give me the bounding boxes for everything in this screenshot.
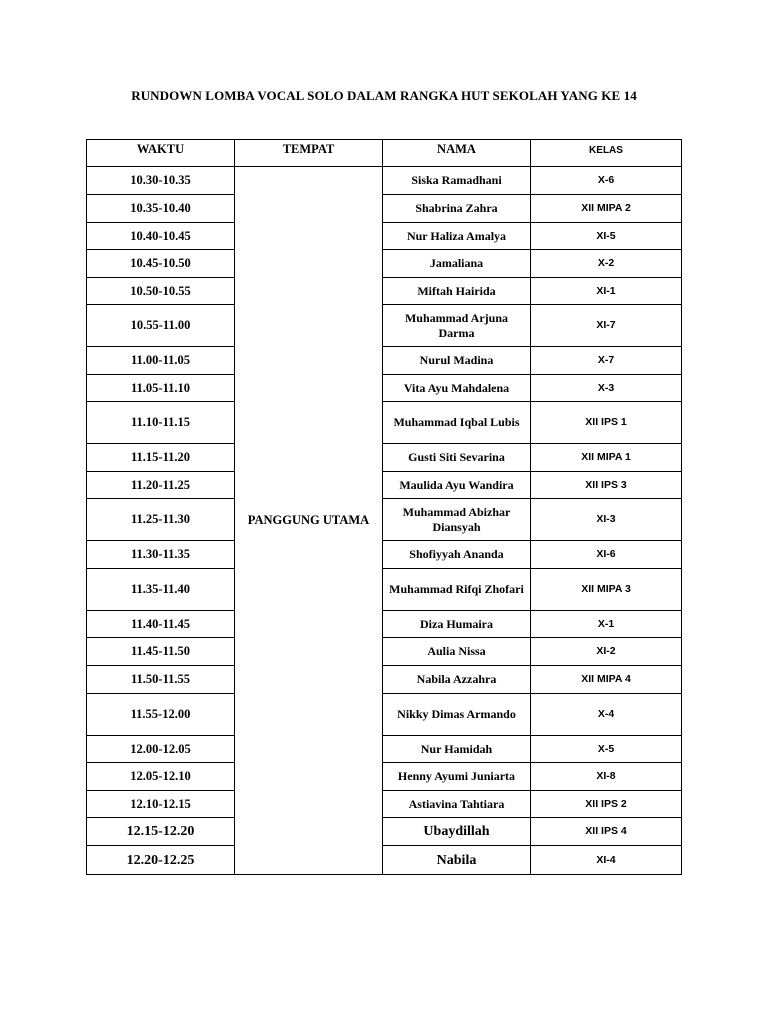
cell-nama: Muhammad Iqbal Lubis — [383, 402, 531, 444]
cell-nama: Nikky Dimas Armando — [383, 694, 531, 736]
cell-waktu: 10.55-11.00 — [87, 305, 235, 347]
cell-kelas: XI-5 — [531, 223, 682, 250]
table-row — [87, 278, 682, 305]
cell-kelas: X-1 — [531, 611, 682, 638]
cell-kelas: XII MIPA 3 — [531, 569, 682, 611]
cell-tempat: PANGGUNG UTAMA — [235, 167, 383, 875]
cell-waktu: 11.20-11.25 — [87, 472, 235, 499]
table-body — [87, 167, 682, 875]
cell-waktu: 10.35-10.40 — [87, 195, 235, 223]
cell-nama: Gusti Siti Sevarina — [383, 444, 531, 472]
cell-nama: Nabila — [383, 846, 531, 875]
cell-nama: Maulida Ayu Wandira — [383, 472, 531, 499]
cell-nama: Nabila Azzahra — [383, 666, 531, 694]
cell-kelas: XI-8 — [531, 763, 682, 791]
header-tempat: TEMPAT — [235, 140, 383, 167]
cell-nama: Vita Ayu Mahdalena — [383, 375, 531, 402]
table-row — [87, 763, 682, 791]
cell-kelas: XII IPS 1 — [531, 402, 682, 444]
cell-nama: Astiavina Tahtiara — [383, 791, 531, 818]
cell-kelas: XI-2 — [531, 638, 682, 666]
table-header-row — [87, 140, 682, 167]
table-row — [87, 250, 682, 278]
cell-waktu: 11.10-11.15 — [87, 402, 235, 444]
cell-waktu: 11.05-11.10 — [87, 375, 235, 402]
cell-kelas: X-4 — [531, 694, 682, 736]
cell-kelas: XII IPS 2 — [531, 791, 682, 818]
table-row — [87, 499, 682, 541]
cell-kelas: XI-3 — [531, 499, 682, 541]
cell-nama: Shabrina Zahra — [383, 195, 531, 223]
table-row — [87, 791, 682, 818]
cell-nama: Diza Humaira — [383, 611, 531, 638]
cell-kelas: XII IPS 4 — [531, 818, 682, 846]
cell-waktu: 11.30-11.35 — [87, 541, 235, 569]
table-row — [87, 444, 682, 472]
cell-nama: Shofiyyah Ananda — [383, 541, 531, 569]
cell-nama: Muhammad Rifqi Zhofari — [383, 569, 531, 611]
cell-waktu: 11.45-11.50 — [87, 638, 235, 666]
cell-waktu: 11.35-11.40 — [87, 569, 235, 611]
cell-kelas: X-5 — [531, 736, 682, 763]
cell-waktu: 12.00-12.05 — [87, 736, 235, 763]
cell-kelas: XI-6 — [531, 541, 682, 569]
cell-waktu: 11.50-11.55 — [87, 666, 235, 694]
cell-kelas: XII MIPA 2 — [531, 195, 682, 223]
table-row — [87, 472, 682, 499]
rundown-table — [86, 139, 682, 875]
cell-nama: Nurul Madina — [383, 347, 531, 375]
cell-waktu: 12.05-12.10 — [87, 763, 235, 791]
cell-kelas: XI-4 — [531, 846, 682, 875]
cell-waktu: 11.00-11.05 — [87, 347, 235, 375]
cell-kelas: XI-7 — [531, 305, 682, 347]
table-row — [87, 569, 682, 611]
table-row — [87, 694, 682, 736]
cell-waktu: 11.25-11.30 — [87, 499, 235, 541]
cell-waktu: 11.15-11.20 — [87, 444, 235, 472]
table-row — [87, 305, 682, 347]
cell-nama: Muhammad Abizhar Diansyah — [383, 499, 531, 541]
cell-kelas: X-2 — [531, 250, 682, 278]
cell-waktu: 10.40-10.45 — [87, 223, 235, 250]
cell-nama: Nur Hamidah — [383, 736, 531, 763]
cell-waktu: 10.45-10.50 — [87, 250, 235, 278]
cell-kelas: X-3 — [531, 375, 682, 402]
table-row — [87, 611, 682, 638]
cell-kelas: X-6 — [531, 167, 682, 195]
table-row — [87, 402, 682, 444]
cell-waktu: 10.30-10.35 — [87, 167, 235, 195]
cell-waktu: 12.10-12.15 — [87, 791, 235, 818]
cell-nama: Henny Ayumi Juniarta — [383, 763, 531, 791]
cell-nama: Siska Ramadhani — [383, 167, 531, 195]
cell-kelas: X-7 — [531, 347, 682, 375]
cell-waktu: 11.55-12.00 — [87, 694, 235, 736]
cell-waktu: 10.50-10.55 — [87, 278, 235, 305]
page-title: RUNDOWN LOMBA VOCAL SOLO DALAM RANGKA HUT SEKOLAH YANG KE 14 — [131, 88, 637, 103]
cell-waktu: 11.40-11.45 — [87, 611, 235, 638]
cell-nama: Miftah Hairida — [383, 278, 531, 305]
header-nama: NAMA — [383, 140, 531, 167]
cell-nama: Muhammad Arjuna Darma — [383, 305, 531, 347]
table-row — [87, 638, 682, 666]
cell-nama: Nur Haliza Amalya — [383, 223, 531, 250]
table-row — [87, 846, 682, 875]
table-row — [87, 223, 682, 250]
table-row — [87, 347, 682, 375]
table-row — [87, 541, 682, 569]
header-waktu: WAKTU — [87, 140, 235, 167]
cell-kelas: XII MIPA 4 — [531, 666, 682, 694]
table-row — [87, 167, 682, 195]
table-row — [87, 736, 682, 763]
cell-nama: Ubaydillah — [383, 818, 531, 846]
table-row — [87, 375, 682, 402]
cell-waktu: 12.20-12.25 — [87, 846, 235, 875]
cell-waktu: 12.15-12.20 — [87, 818, 235, 846]
table-row — [87, 666, 682, 694]
cell-nama: Jamaliana — [383, 250, 531, 278]
cell-kelas: XII IPS 3 — [531, 472, 682, 499]
header-kelas: KELAS — [531, 140, 682, 167]
cell-kelas: XII MIPA 1 — [531, 444, 682, 472]
cell-kelas: XI-1 — [531, 278, 682, 305]
cell-nama: Aulia Nissa — [383, 638, 531, 666]
table-row — [87, 195, 682, 223]
table-row — [87, 818, 682, 846]
